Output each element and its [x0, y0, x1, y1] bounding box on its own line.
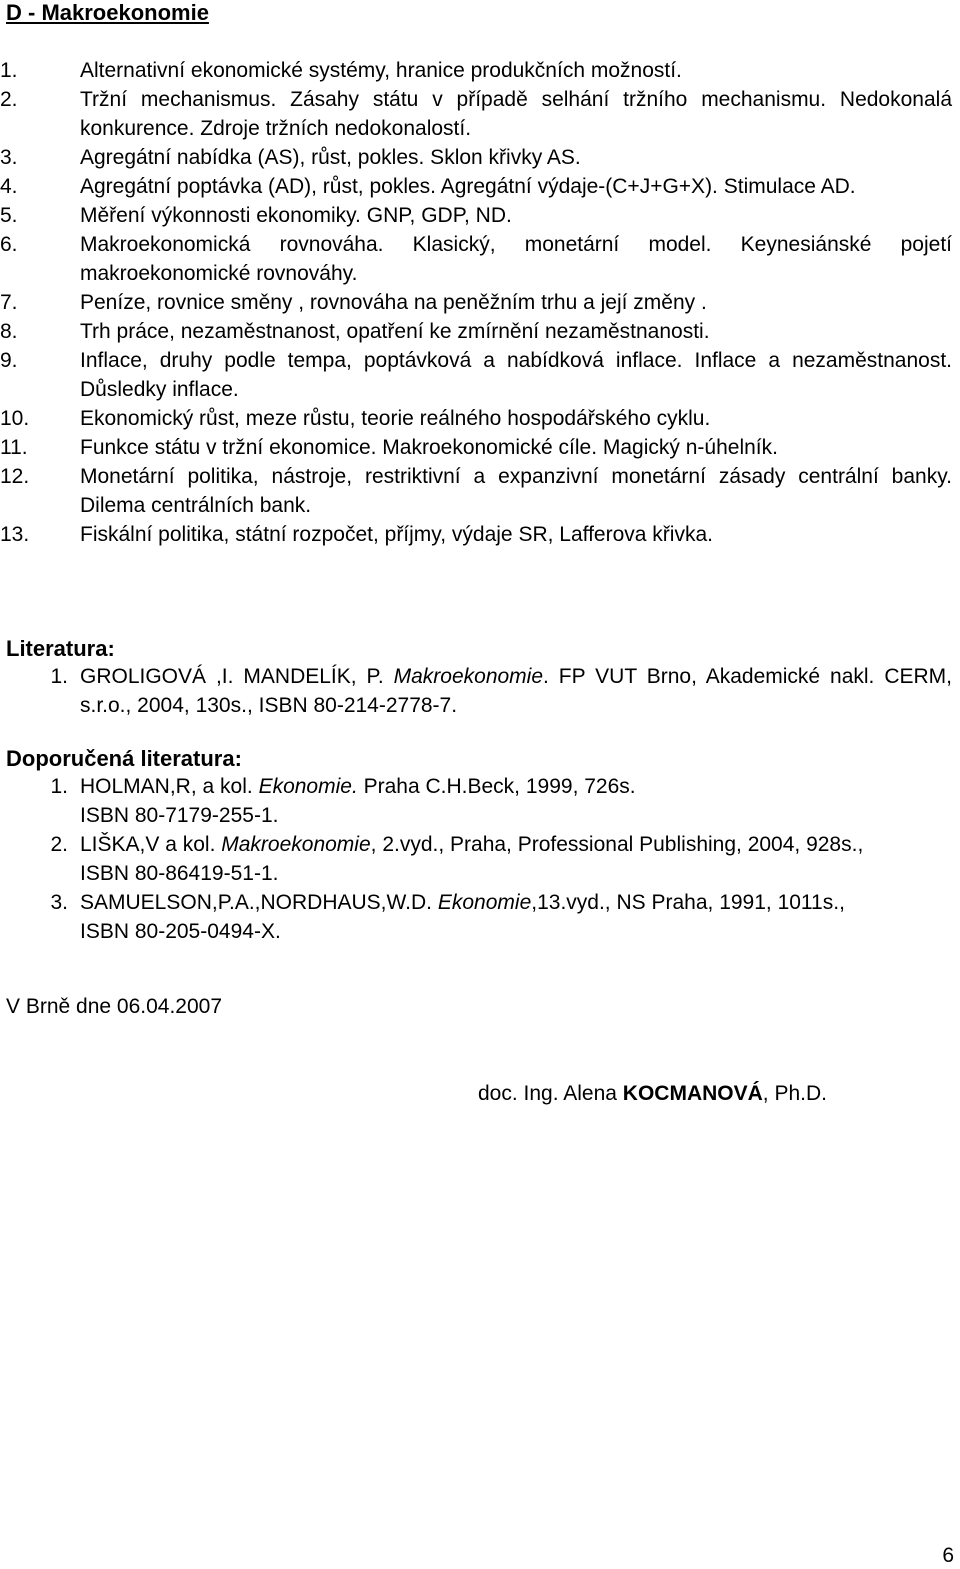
literature-number: 1.: [50, 665, 68, 688]
recommended-item: [0, 888, 952, 946]
topic-item: [0, 85, 952, 143]
topic-text: Makroekonomická rovnováha. Klasický, monetární model. Keynesiánské pojetí makroekonomické rovnováhy.: [80, 233, 952, 285]
topic-item: [0, 520, 952, 549]
literature-item: [0, 662, 952, 720]
topic-text: Agregátní nabídka (AS), růst, pokles. Sklon křivky AS.: [80, 146, 581, 169]
topic-text: Alternativní ekonomické systémy, hranice produkčních možností.: [80, 59, 682, 82]
recommended-details: ,13.vyd., NS Praha, 1991, 1011s.,: [531, 891, 845, 914]
recommended-item: [0, 830, 952, 888]
topics-list: [0, 56, 952, 549]
topic-number: 11.: [0, 436, 28, 459]
recommended-details: , 2.vyd., Praha, Professional Publishing, 2004, 928s.,: [370, 833, 864, 856]
recommended-isbn: ISBN 80-205-0494-X.: [80, 920, 281, 943]
topic-item: [0, 404, 952, 433]
topic-number: 8.: [0, 320, 18, 343]
topic-item: [0, 462, 952, 520]
topic-text: Měření výkonnosti ekonomiky. GNP, GDP, ND.: [80, 204, 512, 227]
topic-text: Fiskální politika, státní rozpočet, příjmy, výdaje SR, Lafferova křivka.: [80, 523, 713, 546]
topic-number: 10.: [0, 407, 30, 430]
topic-number: 7.: [0, 291, 18, 314]
recommended-authors: LIŠKA,V a kol.: [80, 833, 216, 856]
recommended-authors: HOLMAN,R, a kol.: [80, 775, 253, 798]
topic-text: Funkce státu v tržní ekonomice. Makroekonomické cíle. Magický n-úhelník.: [80, 436, 778, 459]
topic-item: [0, 346, 952, 404]
literature-heading: Literatura:: [6, 636, 115, 661]
topic-number: 9.: [0, 349, 18, 372]
signature-prefix: doc. Ing. Alena: [478, 1082, 617, 1105]
recommended-work: Ekonomie: [437, 891, 532, 914]
recommended-item: [0, 772, 952, 830]
place-date: V Brně dne 06.04.2007: [6, 995, 223, 1018]
recommended-work: Makroekonomie: [221, 833, 371, 856]
topic-number: 6.: [0, 233, 18, 256]
topic-item: [0, 288, 952, 317]
recommended-authors: SAMUELSON,P.A.,NORDHAUS,W.D.: [80, 891, 433, 914]
recommended-list: [0, 772, 952, 946]
literature-authors: GROLIGOVÁ ,I. MANDELÍK, P.: [80, 665, 384, 688]
signature: [478, 1081, 827, 1107]
topic-number: 13.: [0, 523, 30, 546]
topic-item: [0, 230, 952, 288]
topic-number: 5.: [0, 204, 18, 227]
recommended-number: 2.: [50, 833, 68, 856]
topic-number: 1.: [0, 59, 18, 82]
recommended-isbn: ISBN 80-7179-255-1.: [80, 804, 279, 827]
topic-item: [0, 317, 952, 346]
signature-suffix: , Ph.D.: [762, 1082, 827, 1105]
topic-item: [0, 433, 952, 462]
literature-list: [0, 662, 952, 720]
recommended-isbn: ISBN 80-86419-51-1.: [80, 862, 279, 885]
topic-text: Monetární politika, nástroje, restriktivní a expanzivní monetární zásady centrální banky. Dilema centrálních bank.: [80, 465, 952, 517]
topic-text: Trh práce, nezaměstnanost, opatření ke zmírnění nezaměstnanosti.: [80, 320, 710, 343]
topic-text: Peníze, rovnice směny , rovnováha na peněžním trhu a její změny .: [80, 291, 707, 314]
topic-number: 12.: [0, 465, 30, 488]
topic-number: 3.: [0, 146, 18, 169]
literature-details: . FP VUT Brno, Akademické nakl. CERM, s.r.o., 2004, 130s., ISBN 80-214-2778-7.: [80, 665, 952, 717]
recommended-number: 3.: [50, 891, 68, 914]
topic-item: [0, 172, 952, 201]
recommended-details: Praha C.H.Beck, 1999, 726s.: [363, 775, 636, 798]
recommended-heading: Doporučená literatura:: [6, 746, 242, 771]
topic-number: 4.: [0, 175, 18, 198]
topic-item: [0, 56, 952, 85]
signature-surname: KOCMANOVÁ: [622, 1082, 763, 1105]
literature-work: Makroekonomie: [393, 665, 544, 688]
topic-item: [0, 143, 952, 172]
topic-item: [0, 201, 952, 230]
recommended-work: Ekonomie.: [258, 775, 358, 798]
topic-number: 2.: [0, 88, 18, 111]
page-title: D - Makroekonomie: [6, 0, 209, 25]
recommended-number: 1.: [50, 775, 68, 798]
topic-text: Tržní mechanismus. Zásahy státu v případě selhání tržního mechanismu. Nedokonalá konkurence. Zdroje tržních nedokonalostí.: [80, 88, 952, 140]
page-number: 6: [942, 1544, 954, 1567]
topic-text: Inflace, druhy podle tempa, poptávková a nabídková inflace. Inflace a nezaměstnanost. Důsledky inflace.: [80, 349, 952, 401]
topic-text: Ekonomický růst, meze růstu, teorie reálného hospodářského cyklu.: [80, 407, 711, 430]
topic-text: Agregátní poptávka (AD), růst, pokles. Agregátní výdaje-(C+J+G+X). Stimulace AD.: [80, 175, 856, 198]
